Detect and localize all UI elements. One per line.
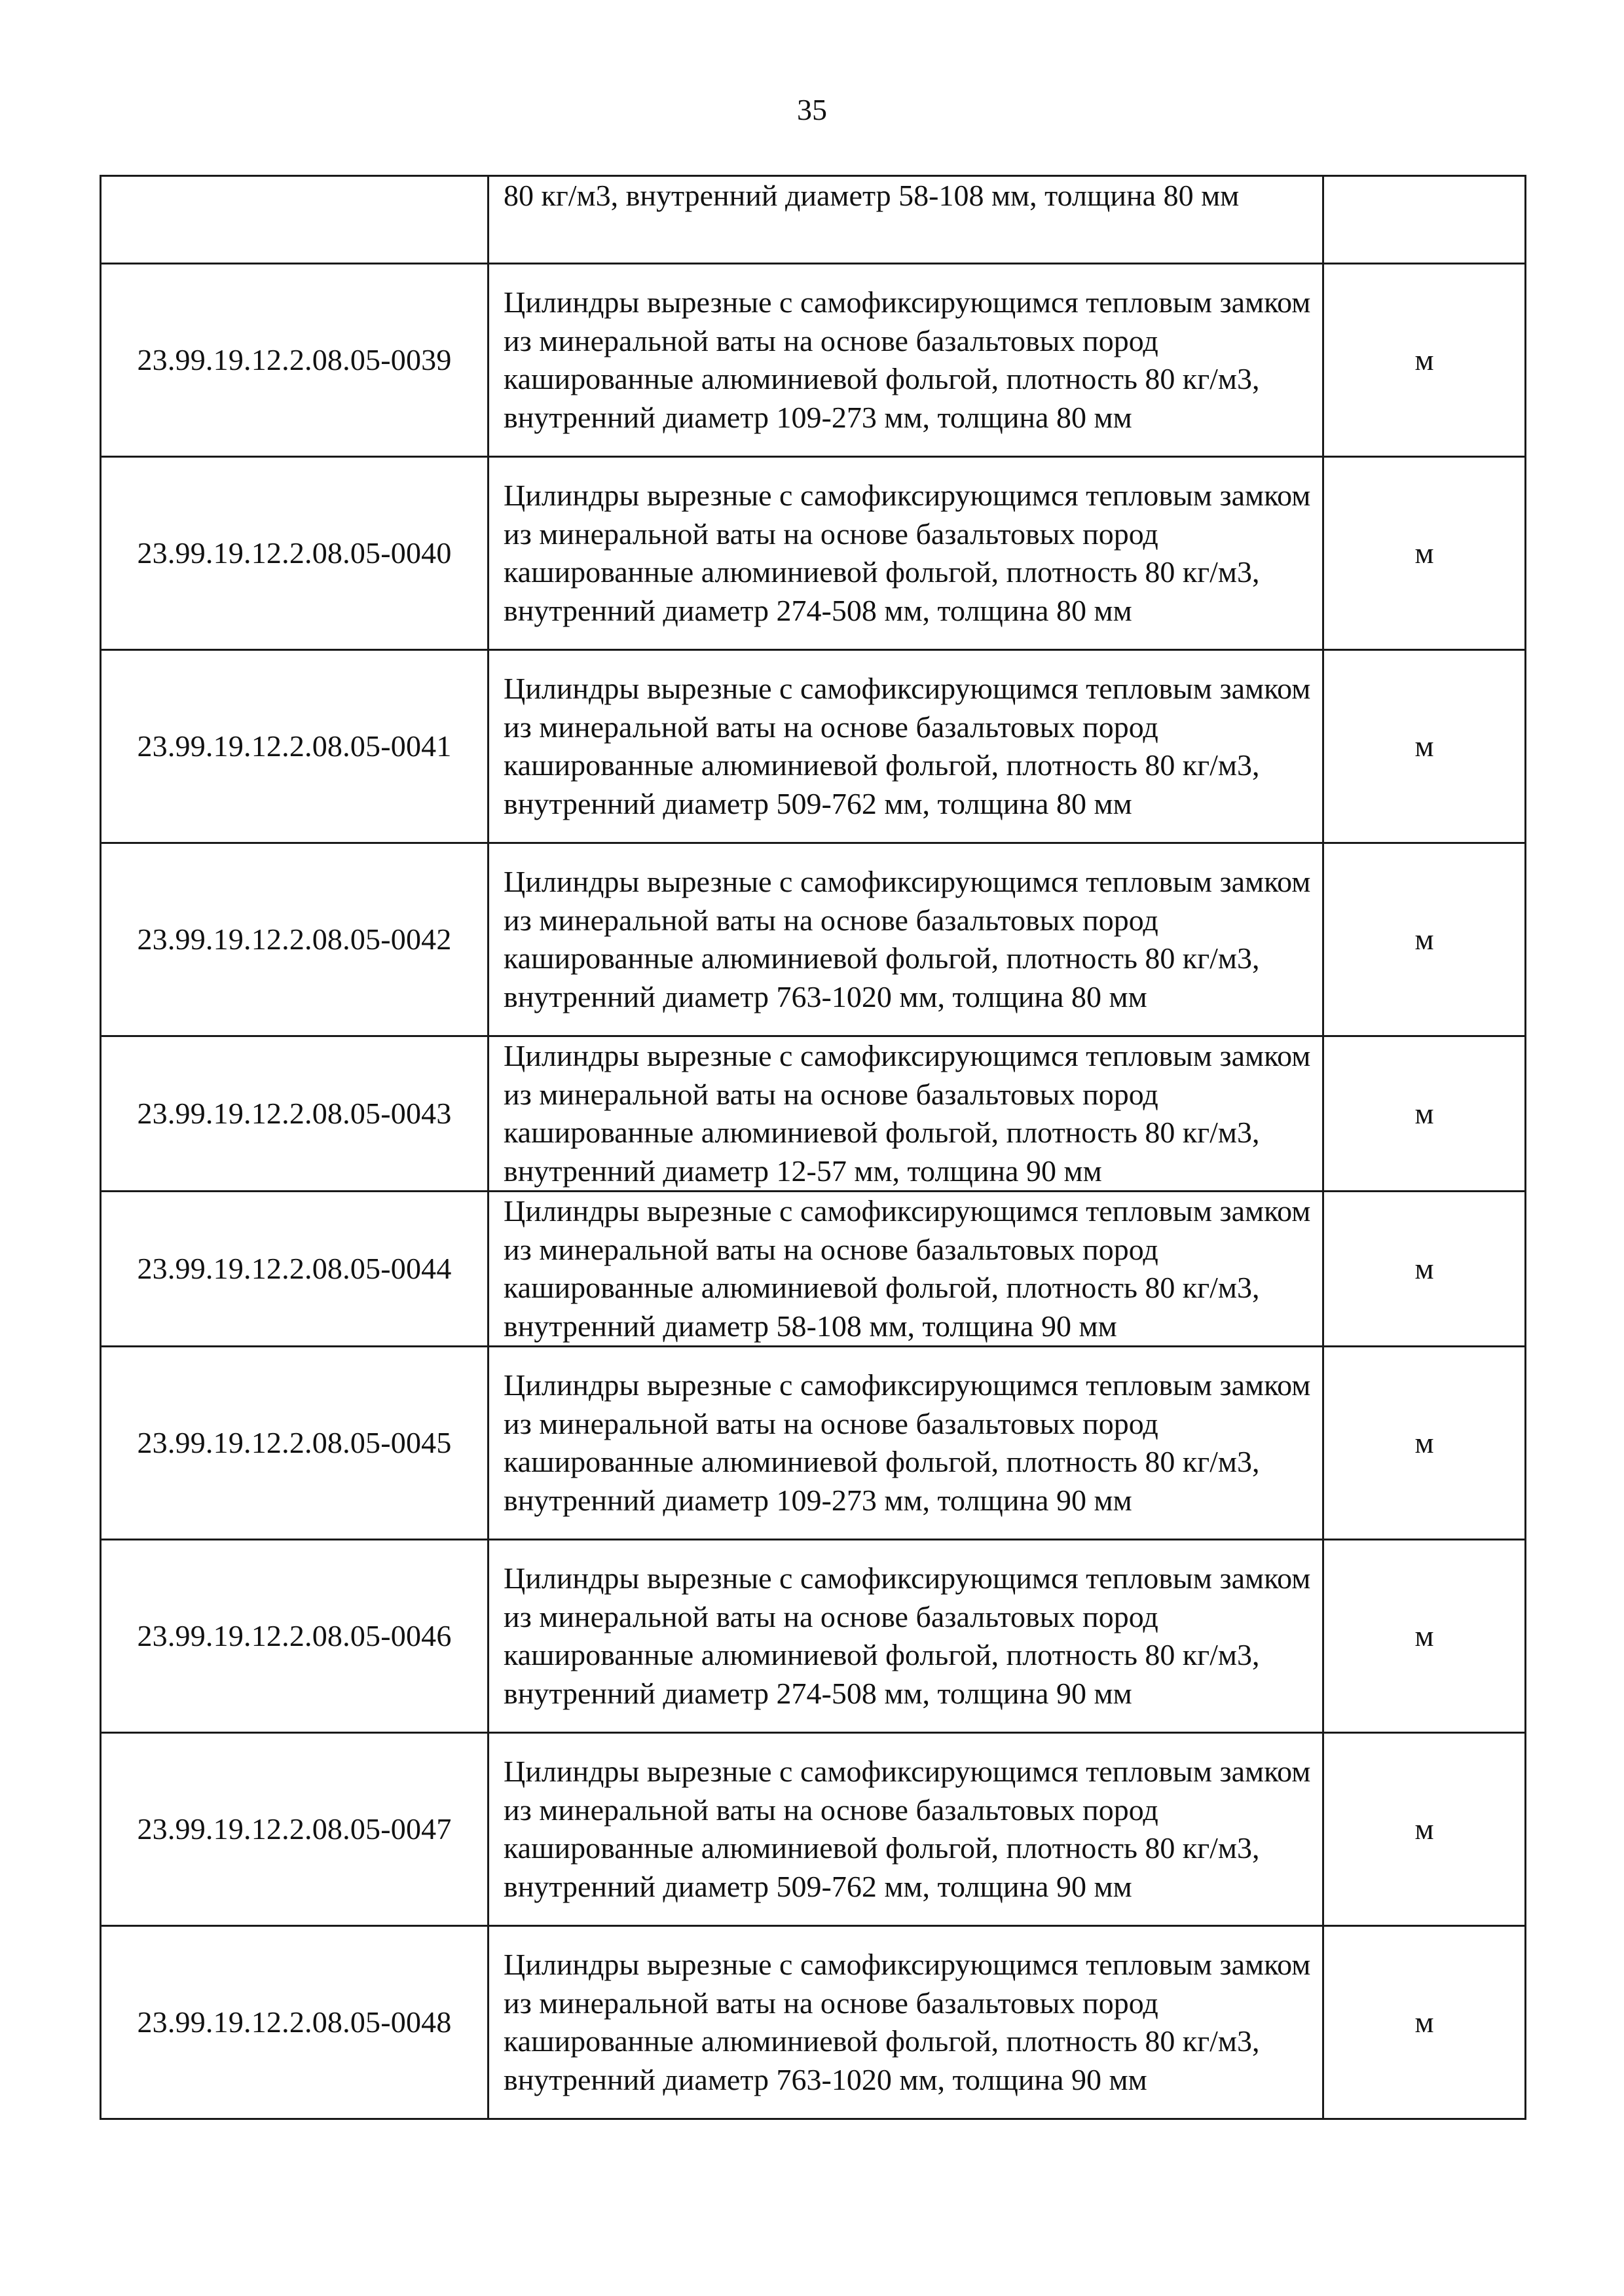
- description-cell: Цилиндры вырезные с самофиксирующимся тепловым замком из минеральной ваты на основе базальтовых пород кашированные алюминиевой фольгой, плотность 80 кг/м3, внутренний диаметр 274-508 мм, толщина 80 мм: [489, 457, 1323, 650]
- code-cell: 23.99.19.12.2.08.05-0040: [101, 457, 489, 650]
- table-row: [101, 843, 1526, 1036]
- table-row: [101, 1540, 1526, 1733]
- unit-cell: м: [1323, 1926, 1526, 2119]
- unit-cell: м: [1323, 1036, 1526, 1192]
- code-cell: 23.99.19.12.2.08.05-0039: [101, 264, 489, 457]
- unit-cell: м: [1323, 1733, 1526, 1926]
- description-cell: Цилиндры вырезные с самофиксирующимся тепловым замком из минеральной ваты на основе базальтовых пород кашированные алюминиевой фольгой, плотность 80 кг/м3, внутренний диаметр 763-1020 мм, толщина 90 мм: [489, 1926, 1323, 2119]
- code-cell: 23.99.19.12.2.08.05-0048: [101, 1926, 489, 2119]
- page-number: 35: [797, 93, 827, 126]
- code-cell: 23.99.19.12.2.08.05-0044: [101, 1192, 489, 1347]
- table-row: [101, 650, 1526, 843]
- table-row: [101, 264, 1526, 457]
- resource-table: [100, 175, 1526, 2120]
- description-cell: 80 кг/м3, внутренний диаметр 58-108 мм, толщина 80 мм: [489, 176, 1323, 264]
- description-cell: Цилиндры вырезные с самофиксирующимся тепловым замком из минеральной ваты на основе базальтовых пород кашированные алюминиевой фольгой, плотность 80 кг/м3, внутренний диаметр 58-108 мм, толщина 90 мм: [489, 1192, 1323, 1347]
- description-cell: Цилиндры вырезные с самофиксирующимся тепловым замком из минеральной ваты на основе базальтовых пород кашированные алюминиевой фольгой, плотность 80 кг/м3, внутренний диаметр 12-57 мм, толщина 90 мм: [489, 1036, 1323, 1192]
- table-row-continuation: [101, 176, 1526, 264]
- table-row: [101, 457, 1526, 650]
- table-row: [101, 1036, 1526, 1192]
- unit-cell: [1323, 176, 1526, 264]
- unit-cell: м: [1323, 457, 1526, 650]
- unit-cell: м: [1323, 843, 1526, 1036]
- table-row: [101, 1733, 1526, 1926]
- code-cell: 23.99.19.12.2.08.05-0042: [101, 843, 489, 1036]
- code-cell: 23.99.19.12.2.08.05-0041: [101, 650, 489, 843]
- code-cell: 23.99.19.12.2.08.05-0045: [101, 1347, 489, 1540]
- table-row: [101, 1192, 1526, 1347]
- unit-cell: м: [1323, 1347, 1526, 1540]
- code-cell: 23.99.19.12.2.08.05-0047: [101, 1733, 489, 1926]
- table-row: [101, 1926, 1526, 2119]
- description-cell: Цилиндры вырезные с самофиксирующимся тепловым замком из минеральной ваты на основе базальтовых пород кашированные алюминиевой фольгой, плотность 80 кг/м3, внутренний диаметр 509-762 мм, толщина 80 мм: [489, 650, 1323, 843]
- description-cell: Цилиндры вырезные с самофиксирующимся тепловым замком из минеральной ваты на основе базальтовых пород кашированные алюминиевой фольгой, плотность 80 кг/м3, внутренний диаметр 109-273 мм, толщина 80 мм: [489, 264, 1323, 457]
- unit-cell: м: [1323, 264, 1526, 457]
- code-cell: 23.99.19.12.2.08.05-0043: [101, 1036, 489, 1192]
- description-cell: Цилиндры вырезные с самофиксирующимся тепловым замком из минеральной ваты на основе базальтовых пород кашированные алюминиевой фольгой, плотность 80 кг/м3, внутренний диаметр 109-273 мм, толщина 90 мм: [489, 1347, 1323, 1540]
- unit-cell: м: [1323, 1540, 1526, 1733]
- description-cell: Цилиндры вырезные с самофиксирующимся тепловым замком из минеральной ваты на основе базальтовых пород кашированные алюминиевой фольгой, плотность 80 кг/м3, внутренний диаметр 509-762 мм, толщина 90 мм: [489, 1733, 1323, 1926]
- unit-cell: м: [1323, 650, 1526, 843]
- code-cell: 23.99.19.12.2.08.05-0046: [101, 1540, 489, 1733]
- code-cell: [101, 176, 489, 264]
- description-cell: Цилиндры вырезные с самофиксирующимся тепловым замком из минеральной ваты на основе базальтовых пород кашированные алюминиевой фольгой, плотность 80 кг/м3, внутренний диаметр 274-508 мм, толщина 90 мм: [489, 1540, 1323, 1733]
- table-row: [101, 1347, 1526, 1540]
- unit-cell: м: [1323, 1192, 1526, 1347]
- description-cell: Цилиндры вырезные с самофиксирующимся тепловым замком из минеральной ваты на основе базальтовых пород кашированные алюминиевой фольгой, плотность 80 кг/м3, внутренний диаметр 763-1020 мм, толщина 80 мм: [489, 843, 1323, 1036]
